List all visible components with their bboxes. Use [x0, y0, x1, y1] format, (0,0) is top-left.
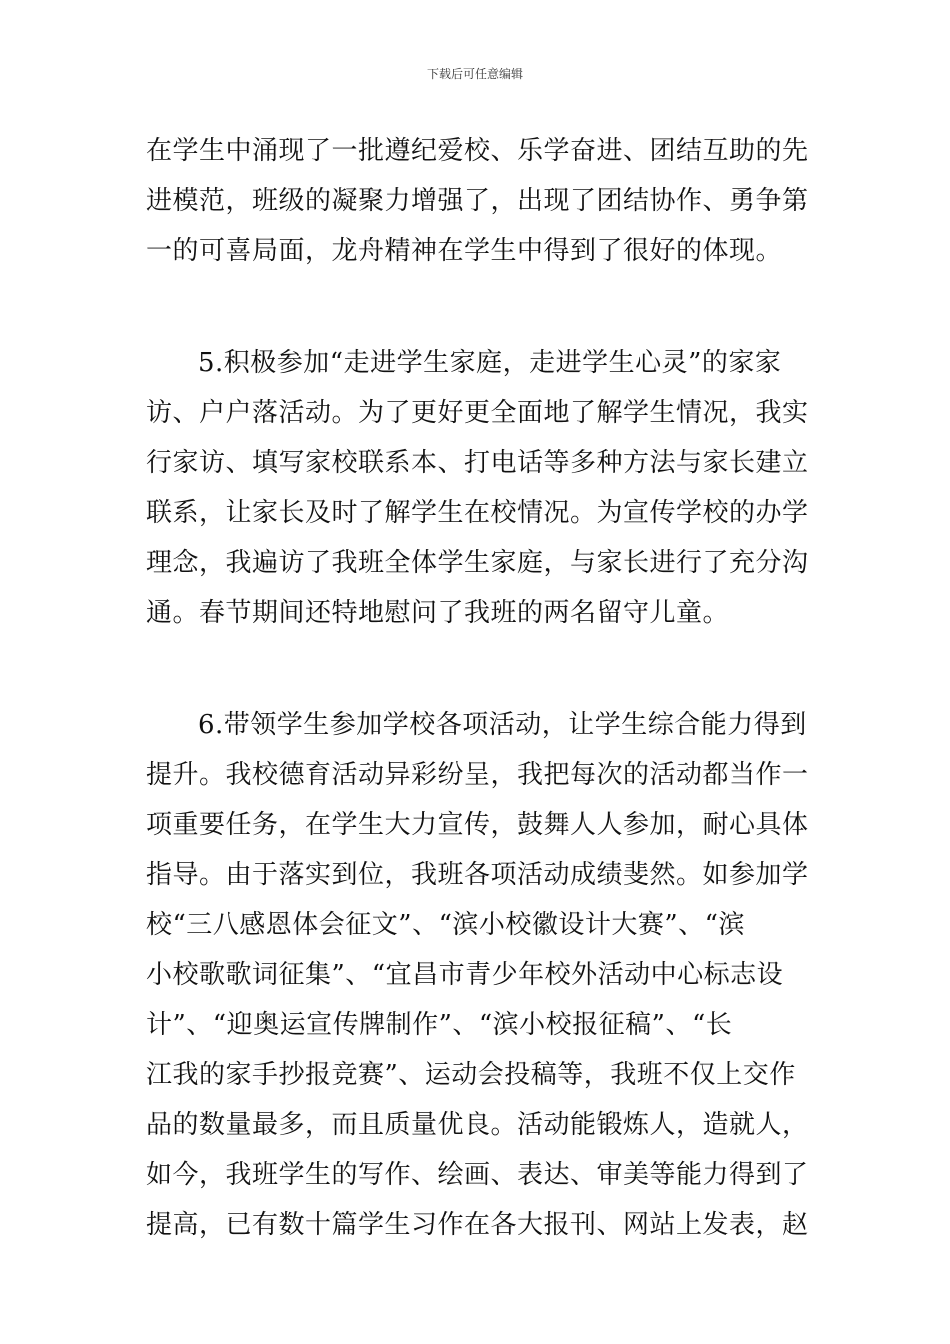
text-line: 指导。由于落实到位，我班各项活动成绩斐然。如参加学 — [146, 860, 809, 890]
text-line: 行家访、填写家校联系本、打电话等多种方法与家长建立 — [146, 448, 809, 478]
text-line: 进模范，班级的凝聚力增强了，出现了团结协作、勇争第 — [146, 186, 809, 216]
text-line: 6.带领学生参加学校各项活动，让学生综合能力得到 — [198, 710, 807, 740]
document-body — [146, 126, 808, 1250]
paragraph-2 — [146, 338, 808, 638]
paragraph-1 — [146, 126, 808, 276]
page-header: 下载后可任意编辑 — [426, 67, 523, 81]
text-line: 理念，我遍访了我班全体学生家庭，与家长进行了充分沟 — [146, 548, 809, 578]
paragraph-gap — [146, 276, 808, 338]
paragraph-gap — [146, 638, 808, 700]
text-line: 项重要任务，在学生大力宣传，鼓舞人人参加，耐心具体 — [146, 810, 809, 840]
text-line: 校“三八感恩体会征文”、“滨小校徽设计大赛”、“滨 — [146, 910, 745, 940]
text-line: 在学生中涌现了一批遵纪爱校、乐学奋进、团结互助的先 — [146, 136, 809, 166]
text-line: 计”、“迎奥运宣传牌制作”、“滨小校报征稿”、“长 — [146, 1010, 733, 1040]
text-line: 江我的家手抄报竞赛”、运动会投稿等，我班不仅上交作 — [146, 1060, 796, 1090]
text-line: 品的数量最多，而且质量优良。活动能锻炼人，造就人， — [146, 1110, 809, 1140]
text-line: 通。春节期间还特地慰问了我班的两名留守儿童。 — [146, 598, 730, 628]
text-line: 如今，我班学生的写作、绘画、表达、审美等能力得到了 — [146, 1160, 809, 1190]
text-line: 小校歌歌词征集”、“宜昌市青少年校外活动中心标志设 — [146, 960, 784, 990]
paragraph-3 — [146, 700, 808, 1250]
text-line: 提高，已有数十篇学生习作在各大报刊、网站上发表，赵 — [146, 1210, 809, 1240]
text-line: 5.积极参加“走进学生家庭，走进学生心灵”的家家 — [198, 348, 782, 378]
text-line: 访、户户落活动。为了更好更全面地了解学生情况，我实 — [146, 398, 809, 428]
text-line: 提升。我校德育活动异彩纷呈，我把每次的活动都当作一 — [146, 760, 809, 790]
text-line: 一的可喜局面，龙舟精神在学生中得到了很好的体现。 — [146, 236, 783, 266]
text-line: 联系，让家长及时了解学生在校情况。为宣传学校的办学 — [146, 498, 809, 528]
